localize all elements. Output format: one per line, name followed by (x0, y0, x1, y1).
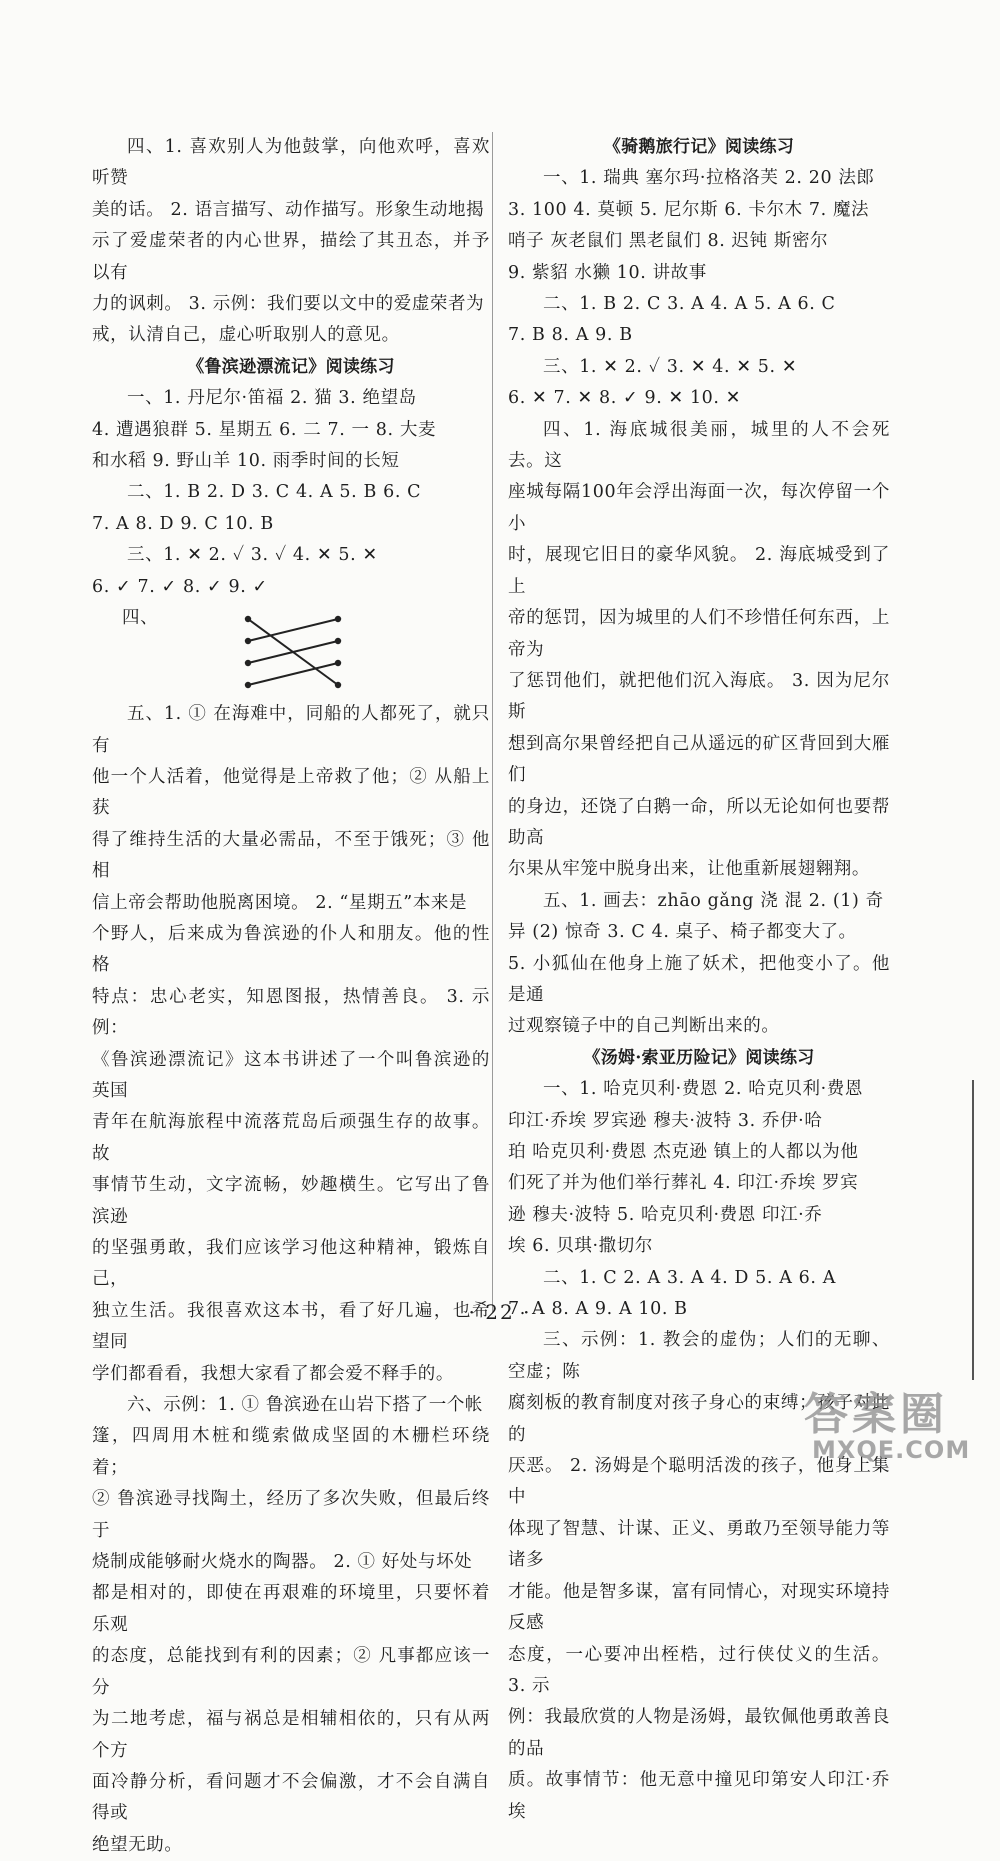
page-edge-rule (972, 1080, 974, 1380)
text-line: 示了爱虚荣者的内心世界，描绘了其丑态，并予以有 (92, 231, 490, 283)
text-line: 五、1. ① 在海难中，同船的人都死了，就只有 (92, 704, 490, 756)
text-line: 独立生活。我很喜欢这本书，看了好几遍，也希望同 (92, 1300, 490, 1353)
text-line: 事情节生动，文字流畅，妙趣横生。它写出了鲁滨逊 (92, 1175, 490, 1227)
left-column (92, 132, 490, 1861)
nils-q1 (508, 163, 890, 289)
text-line: 篷，四周用木桩和缆索做成坚固的木栅栏环绕着； (92, 1426, 490, 1478)
text-line: 哨子 灰老鼠们 黑老鼠们 8. 迟钝 斯密尔 (508, 231, 829, 252)
text-line: 时，展现它旧日的豪华风貌。 2. 海底城受到了上 (508, 545, 890, 597)
nils-q2 (508, 289, 890, 352)
text-line: 了惩罚他们，就把他们沉入海底。 3. 因为尼尔斯 (508, 670, 890, 723)
text-line: 尔果从牢笼中脱身出来，让他重新展翅翱翔。 (508, 859, 870, 880)
q4-label: 四、 (122, 608, 159, 629)
text-line: 座城每隔100年会浮出海面一次，每次停留一个小 (508, 482, 890, 534)
text-line: 个野人，后来成为鲁滨逊的仆人和朋友。他的性格 (92, 923, 490, 976)
text-line: 厌恶。 2. 汤姆是个聪明活泼的孩子，他身上集中 (508, 1456, 890, 1508)
text-line: 例：我最欣赏的人物是汤姆，最钦佩他勇敢善良的品 (508, 1707, 890, 1759)
text-line: 的态度，总能找到有利的因素；② 凡事都应该一分 (92, 1646, 490, 1698)
text-line: 二、1. B 2. D 3. C 4. A 5. B 6. C (127, 482, 422, 503)
text-line: 烧制成能够耐火烧水的陶器。 2. ① 好处与坏处 (92, 1552, 473, 1573)
text-line: 信上帝会帮助他脱离困境。 2. “星期五”本来是 (92, 892, 468, 913)
text-line: 五、1. 画去：zhāo gǎng 浇 混 2. (1) 奇 (543, 890, 884, 911)
text-line: 们死了并为他们举行葬礼 4. 印江·乔埃 罗宾 (508, 1173, 859, 1194)
section-title-nils: 《骑鹅旅行记》阅读练习 (603, 137, 795, 157)
text-line: 6. ✓ 7. ✓ 8. ✓ 9. ✓ (92, 576, 268, 597)
text-line: 7. A 8. A 9. A 10. B (508, 1299, 688, 1320)
text-line: 青年在航海旅程中流落荒岛后顽强生存的故事。故 (92, 1112, 490, 1164)
text-line: 二、1. C 2. A 3. A 4. D 5. A 6. A (543, 1267, 836, 1288)
nils-q3 (508, 352, 890, 415)
text-line: 7. B 8. A 9. B (508, 325, 633, 346)
section-title-tom-sawyer: 《汤姆·索亚历险记》阅读练习 (583, 1047, 815, 1068)
text-line: 都是相对的，即使在再艰难的环境里，只要怀着乐观 (92, 1583, 490, 1635)
text-line: 一、1. 哈克贝利·费恩 2. 哈克贝利·费恩 (543, 1079, 864, 1100)
text-line: 帝的惩罚，因为城里的人们不珍惜任何东西，上帝为 (508, 608, 890, 660)
text-line: 一、1. 瑞典 塞尔玛·拉格洛芙 2. 20 法郎 (543, 168, 875, 189)
matching-lines (248, 619, 338, 685)
text-line: 一、1. 丹尼尔·笛福 2. 猫 3. 绝望岛 (127, 388, 417, 409)
text-line: 6. ✕ 7. ✕ 8. ✓ 9. ✕ 10. ✕ (508, 388, 741, 409)
text-line: ② 鲁滨逊寻找陶土，经历了多次失败，但最后终于 (92, 1489, 490, 1541)
nils-q4 (508, 415, 890, 886)
text-line: 得了维持生活的大量必需品，不至于饿死；③ 他相 (92, 829, 490, 882)
text-line: 二、1. B 2. C 3. A 4. A 5. A 6. C (543, 294, 836, 315)
match-line (248, 641, 338, 663)
text-line: 绝望无助。 (92, 1834, 183, 1855)
text-line: 7. A 8. D 9. C 10. B (92, 513, 274, 534)
text-line: 六、示例：1. ① 鲁滨逊在山岩下搭了一个帐 (127, 1395, 484, 1416)
text-line: 5. 小狐仙在他身上施了妖术，把他变小了。他是通 (508, 953, 890, 1005)
text-line: 态度，一心要冲出桎梏，过行侠仗义的生活。 3. 示 (508, 1644, 890, 1696)
text-line: 为二地考虑，福与祸总是相辅相依的，只有从两个方 (92, 1709, 490, 1761)
text-line: 美的话。 2. 语言描写、动作描写。形象生动地揭 (92, 199, 485, 220)
robinson-q6 (92, 1390, 490, 1861)
text-line: 过观察镜子中的自己判断出来的。 (508, 1016, 780, 1037)
robinson-q4-matching (92, 603, 490, 699)
text-line: 《鲁滨逊漂流记》这本书讲述了一个叫鲁滨逊的英国 (92, 1049, 490, 1101)
text-line: 三、1. ✕ 2. ✓ 3. ✓ 4. ✕ 5. ✕ (127, 545, 378, 566)
text-line: 逊 穆夫·波特 5. 哈克贝利·费恩 印江·乔 (508, 1204, 823, 1225)
robinson-q3 (92, 540, 490, 603)
text-line: 他一个人活着，他觉得是上帝救了他；② 从船上获 (92, 766, 490, 819)
text-line: 的身边，还饶了白鹅一命，所以无论如何也要帮助高 (508, 796, 890, 848)
text-line: 3. 100 4. 莫顿 5. 尼尔斯 6. 卡尔木 7. 魔法 (508, 199, 870, 220)
text-line: 质。故事情节：他无意中撞见印第安人印江·乔埃 (508, 1770, 890, 1822)
text-line: 特点：忠心老实，知恩图报，热情善良。 3. 示例： (92, 986, 490, 1039)
right-column (508, 132, 890, 1828)
column-divider (492, 132, 493, 1312)
section-title-robinson: 《鲁滨逊漂流记》阅读练习 (187, 356, 395, 377)
text-line: 异 (2) 惊奇 3. C 4. 桌子、椅子都变大了。 (508, 922, 857, 943)
watermark-top-text: 答案圈 (804, 1389, 948, 1440)
text-line: 学们都看看，我想大家看了都会爱不释手的。 (92, 1363, 454, 1384)
robinson-q5 (92, 699, 490, 1390)
intro-answers (92, 132, 490, 352)
matching-diagram (242, 613, 352, 693)
watermark-logo (780, 1378, 990, 1468)
text-line: 和水稻 9. 野山羊 10. 雨季时间的长短 (92, 451, 400, 472)
tom-q1 (508, 1074, 890, 1262)
robinson-q2 (92, 477, 490, 540)
text-line: 9. 紫貂 水獭 10. 讲故事 (508, 262, 707, 283)
text-line: 的坚强勇敢，我们应该学习他这种精神，锻炼自己， (92, 1238, 490, 1290)
text-line: 面冷静分析，看问题才不会偏激，才不会自满自得或 (92, 1771, 490, 1824)
text-line: 三、1. ✕ 2. ✓ 3. ✕ 4. ✕ 5. ✕ (543, 356, 798, 377)
text-line: 珀 哈克贝利·费恩 杰克逊 镇上的人都以为他 (508, 1142, 859, 1162)
text-line: 体现了智慧、计谋、正义、勇敢乃至领导能力等诸多 (508, 1518, 890, 1571)
text-line: 四、1. 海底城很美丽，城里的人不会死去。这 (508, 419, 890, 472)
text-line: 三、示例：1. 教会的虚伪；人们的无聊、空虚；陈 (508, 1330, 890, 1382)
text-line: 印江·乔埃 罗宾逊 穆夫·波特 3. 乔伊·哈 (508, 1110, 823, 1131)
text-line: 腐刻板的教育制度对孩子身心的束缚；孩子对此的 (508, 1393, 890, 1445)
text-line: 力的讽刺。 3. 示例：我们要以文中的爱虚荣者为 (92, 294, 485, 315)
text-line: 想到高尔果曾经把自己从遥远的矿区背回到大雁们 (508, 733, 890, 786)
text-line: 4. 遭遇狼群 5. 星期五 6. 二 7. 一 8. 大麦 (92, 419, 437, 440)
robinson-q1 (92, 383, 490, 477)
text-line: 才能。他是智多谋，富有同情心，对现实环境持反感 (508, 1581, 890, 1634)
text-line: 四、1. 喜欢别人为他鼓掌，向他欢呼，喜欢听赞 (92, 137, 490, 189)
nils-q5 (508, 886, 890, 1043)
page-number: · 22 · (468, 1300, 532, 1324)
text-line: 埃 6. 贝琪·撒切尔 (508, 1236, 653, 1257)
watermark-bottom-text: MXQE.COM (812, 1436, 971, 1464)
text-line: 戒，认清自己，虚心听取别人的意见。 (92, 325, 400, 346)
